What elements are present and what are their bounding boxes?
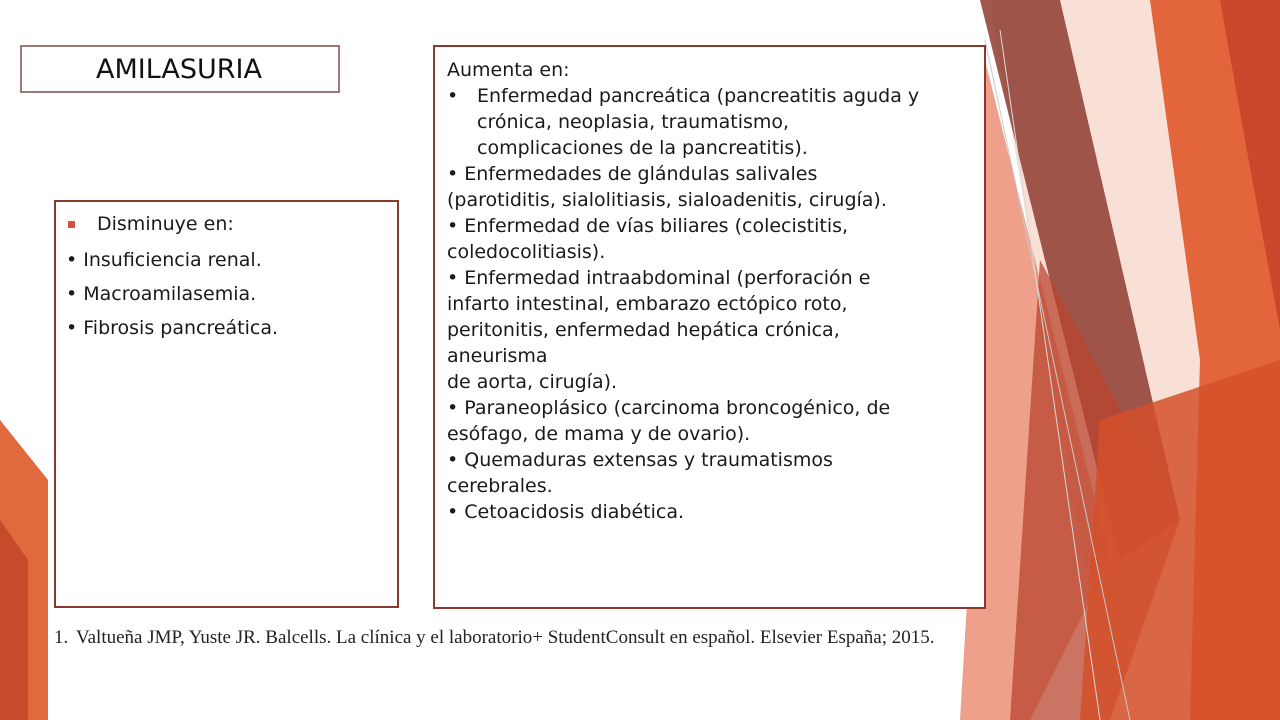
increases-heading: Aumenta en:: [447, 59, 570, 81]
decreases-heading-row: [66, 210, 387, 238]
list-item: [447, 83, 976, 161]
list-line: • Enfermedades de glándulas salivales: [447, 163, 818, 185]
square-bullet-icon: [68, 221, 75, 228]
list-line: de aorta, cirugía).: [447, 371, 618, 393]
reference: [54, 624, 1114, 652]
reference-number: 1.: [54, 627, 69, 648]
list-line: aneurisma: [447, 345, 548, 367]
list-item-line: Enfermedad pancreática (pancreatitis aguda y: [477, 85, 920, 107]
list-line: • Paraneoplásico (carcinoma broncogénico, de: [447, 397, 891, 419]
list-line: cerebrales.: [447, 475, 553, 497]
list-item: • Fibrosis pancreática.: [66, 317, 279, 339]
list-line: peritonitis, enfermedad hepática crónica,: [447, 319, 840, 341]
increases-panel: [433, 45, 986, 609]
list-line: • Quemaduras extensas y traumatismos: [447, 449, 833, 471]
list-line: infarto intestinal, embarazo ectópico roto,: [447, 293, 848, 315]
page-title: AMILASURIA: [96, 53, 262, 85]
decreases-panel: [54, 200, 399, 608]
reference-text: Valtueña JMP, Yuste JR. Balcells. La clínica y el laboratorio+ StudentConsult en español. Elsevier España; 2015.: [76, 627, 935, 648]
list-line: esófago, de mama y de ovario).: [447, 423, 751, 445]
list-item: • Insuficiencia renal.: [66, 249, 262, 271]
list-item-line: crónica, neoplasia, traumatismo,: [477, 111, 790, 133]
list-item: • Macroamilasemia.: [66, 283, 257, 305]
list-item-line: complicaciones de la pancreatitis).: [477, 137, 808, 159]
list-line: coledocolitiasis).: [447, 241, 606, 263]
list-line: • Enfermedad intraabdominal (perforación e: [447, 267, 871, 289]
list-line: • Enfermedad de vías biliares (colecistitis,: [447, 215, 849, 237]
list-line: (parotiditis, sialolitiasis, sialoadenitis, cirugía).: [447, 189, 887, 211]
decreases-heading: Disminuye en:: [97, 213, 234, 235]
title-box: [20, 45, 340, 93]
bullet-icon: •: [447, 85, 459, 107]
list-line: • Cetoacidosis diabética.: [447, 501, 685, 523]
